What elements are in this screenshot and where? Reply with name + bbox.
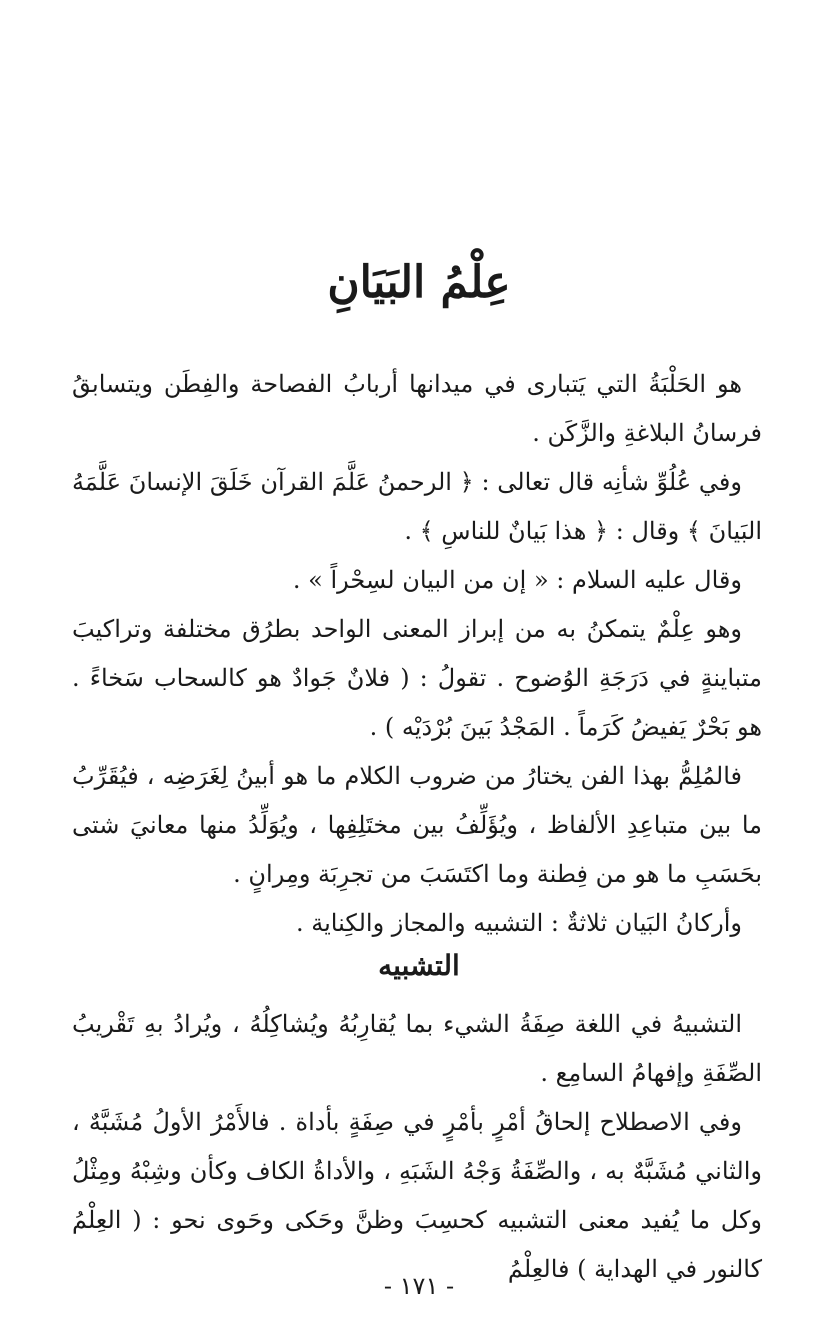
intro-text: [72, 360, 762, 948]
paragraph: فالمُلِمُّ بهذا الفن يختارُ من ضروب الكلام ما هو أبينُ لِغَرَضِه ، فيُقَرِّبُ ما بين متباعِدِ الألفاظ ، ويُؤَلِّفُ بين مختَلِفِها ، ويُوَلِّدُ منها معانيَ شتى بحَسَبِ ما هو من فِطنة وما اكتَسَبَ من تجرِبَة ومِرانٍ .: [72, 762, 762, 888]
page-number: - ١٧١ -: [383, 1272, 455, 1300]
paragraph: وأركانُ البَيان ثلاثةٌ : التشبيه والمجاز والكِناية .: [295, 909, 742, 937]
paragraph: التشبيهُ في اللغة صِفَةُ الشيء بما يُقارِبُهُ ويُشاكِلُهُ ، ويُرادُ بهِ تَقْريبُ الصِّفَةِ وإفهامُ السامِع .: [72, 1010, 762, 1087]
paragraph: وفي الاصطلاح إلحاقُ أمْرٍ بأمْرٍ في صِفَةٍ بأداة . فالأَمْرُ الأولُ مُشَبَّهٌ ، والثاني مُشَبَّهٌ به ، والصِّفَةُ وَجْهُ الشَبَهِ ، والأداةُ الكاف وكأن وشِبْهُ ومِثْلُ وكل ما يُفيد معنى التشبيه كحسِبَ وظنَّ وحَكى وحَوى نحو : ( العِلْمُ كالنور في الهداية ) فالعِلْمُ: [72, 1108, 762, 1283]
section-heading: التشبيه: [378, 949, 460, 982]
paragraph: وقال عليه السلام : « إن من البيان لسِحْراً » .: [292, 566, 742, 594]
section-text: [72, 1000, 762, 1294]
paragraph: وفي عُلُوِّ شأنِه قال تعالى : ﴿ الرحمنُ عَلَّمَ القرآن خَلَقَ الإنسانَ عَلَّمَهُ البَيانَ ﴾ وقال : ﴿ هذا بَيانٌ للناسِ ﴾ .: [72, 468, 762, 545]
paragraph: وهو عِلْمٌ يتمكنُ به من إبراز المعنى الواحد بطرُق مختلفة وتراكيبَ متباينةٍ في دَرَجَةِ الوُضوح . تقولُ : ( فلانٌ جَوادٌ هو كالسحاب سَخاءً . هو بَحْرٌ يَفيضُ كَرَماً . المَجْدُ بَينَ بُرْدَيْه ) .: [72, 615, 762, 741]
paragraph: هو الحَلْبَةُ التي يَتبارى في ميدانها أربابُ الفصاحة والفِطَن ويتسابقُ فرسانُ البلاغةِ والزَّكَن .: [72, 370, 762, 447]
page-title: عِلْمُ البَيَانِ: [327, 257, 511, 308]
